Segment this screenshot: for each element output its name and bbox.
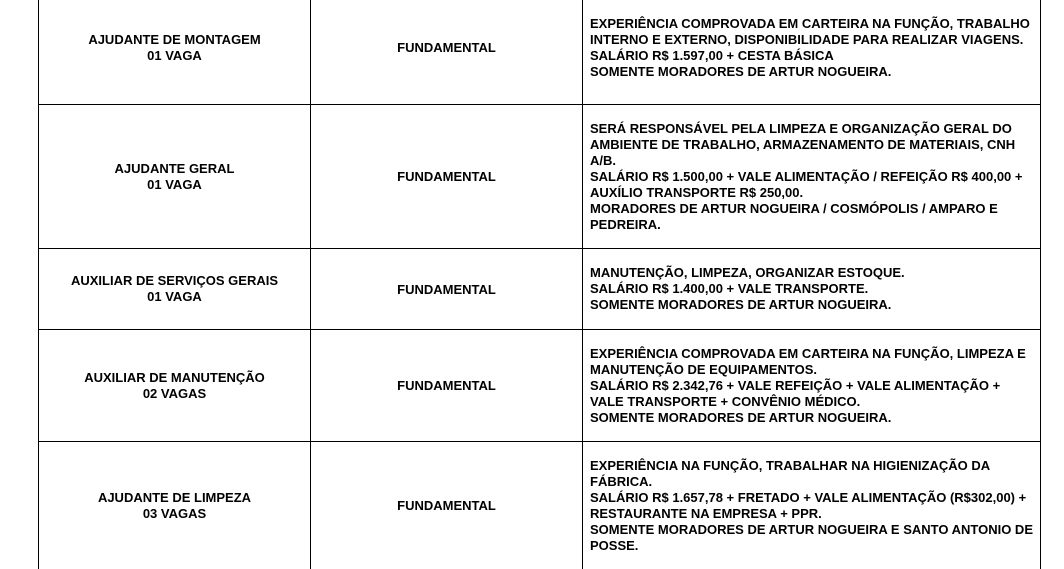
requirements-cell <box>583 105 1041 249</box>
education-cell: FUNDAMENTAL <box>311 105 583 249</box>
requirement-line: SALÁRIO R$ 1.597,00 + CESTA BÁSICA <box>590 47 834 63</box>
requirement-line: SALÁRIO R$ 1.400,00 + VALE TRANSPORTE. <box>590 281 869 296</box>
job-title-cell <box>39 442 311 569</box>
requirement-line: SOMENTE MORADORES DE ARTUR NOGUEIRA. <box>590 63 892 79</box>
education-cell: FUNDAMENTAL <box>311 442 583 569</box>
requirement-line: SALÁRIO R$ 2.342,76 + VALE REFEIÇÃO + VALE ALIMENTAÇÃO + VALE TRANSPORTE + CONVÊNIO MÉDICO. <box>590 377 1001 409</box>
requirement-line: SOMENTE MORADORES DE ARTUR NOGUEIRA. <box>590 409 892 425</box>
job-title-cell <box>39 105 311 249</box>
job-title: AJUDANTE DE MONTAGEM <box>88 31 261 47</box>
requirements-cell <box>583 0 1041 105</box>
requirement-line: SALÁRIO R$ 1.657,78 + FRETADO + VALE ALIMENTAÇÃO (R$302,00) + RESTAURANTE NA EMPRESA + PPR. <box>590 489 1027 521</box>
table-row <box>39 249 1041 330</box>
vacancy-count: 01 VAGA <box>147 47 202 63</box>
requirement-line: EXPERIÊNCIA NA FUNÇÃO, TRABALHAR NA HIGIENIZAÇÃO DA FÁBRICA. <box>590 457 990 489</box>
vacancy-count: 01 VAGA <box>147 289 202 304</box>
job-title: AJUDANTE DE LIMPEZA <box>97 489 252 505</box>
job-openings-table <box>38 0 1041 569</box>
requirement-line: MORADORES DE ARTUR NOGUEIRA / COSMÓPOLIS / AMPARO E PEDREIRA. <box>590 200 998 232</box>
vacancy-count: 03 VAGAS <box>142 505 207 521</box>
requirement-line: SERÁ RESPONSÁVEL PELA LIMPEZA E ORGANIZAÇÃO GERAL DO AMBIENTE DE TRABALHO, ARMAZENAMENTO DE MATERIAIS, CNH A/B. <box>590 120 1016 168</box>
requirement-line: SOMENTE MORADORES DE ARTUR NOGUEIRA E SANTO ANTONIO DE POSSE. <box>590 521 1033 553</box>
table-row <box>39 442 1041 569</box>
job-title-cell <box>39 330 311 442</box>
table-row <box>39 105 1041 249</box>
education-cell: FUNDAMENTAL <box>311 0 583 105</box>
requirement-line: EXPERIÊNCIA COMPROVADA EM CARTEIRA NA FUNÇÃO, TRABALHO INTERNO E EXTERNO, DISPONIBILIDADE PARA REALIZAR VIAGENS. <box>590 15 1030 47</box>
job-title: AUXILIAR DE SERVIÇOS GERAIS <box>70 273 279 288</box>
table-row <box>39 330 1041 442</box>
job-title: AJUDANTE GERAL <box>114 160 235 176</box>
job-title-cell <box>39 249 311 330</box>
education-cell: FUNDAMENTAL <box>311 330 583 442</box>
requirement-line: MANUTENÇÃO, LIMPEZA, ORGANIZAR ESTOQUE. <box>590 265 905 280</box>
requirements-cell <box>583 330 1041 442</box>
table-row <box>39 0 1041 105</box>
requirement-line: EXPERIÊNCIA COMPROVADA EM CARTEIRA NA FUNÇÃO, LIMPEZA E MANUTENÇÃO DE EQUIPAMENTOS. <box>590 345 1026 377</box>
requirement-line: SOMENTE MORADORES DE ARTUR NOGUEIRA. <box>590 297 892 312</box>
vacancy-count: 01 VAGA <box>147 176 202 192</box>
job-title-cell <box>39 0 311 105</box>
requirements-cell <box>583 249 1041 330</box>
education-cell: FUNDAMENTAL <box>311 249 583 330</box>
requirements-cell <box>583 442 1041 569</box>
requirement-line: SALÁRIO R$ 1.500,00 + VALE ALIMENTAÇÃO / REFEIÇÃO R$ 400,00 + AUXÍLIO TRANSPORTE R$ 250,00. <box>590 168 1023 200</box>
job-title: AUXILIAR DE MANUTENÇÃO <box>84 369 265 385</box>
vacancy-count: 02 VAGAS <box>142 385 207 401</box>
